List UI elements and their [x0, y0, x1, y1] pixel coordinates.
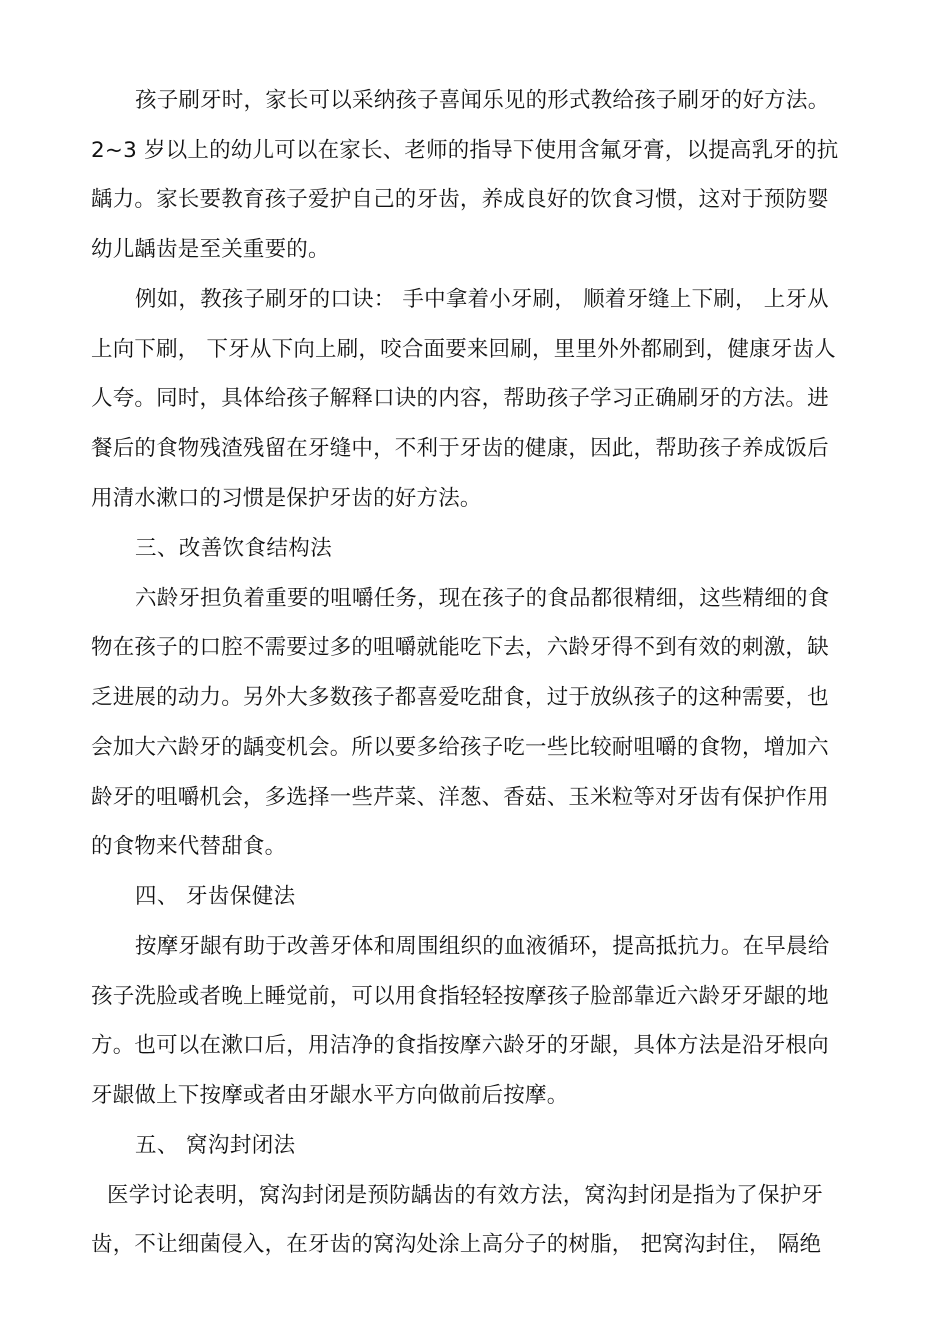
paragraph-line: 会加大六龄牙的龋变机会。所以要多给孩子吃一些比较耐咀嚼的食物，增加六 — [91, 735, 829, 760]
paragraph-line: 餐后的食物残渣残留在牙缝中，不利于牙齿的健康，因此，帮助孩子养成饭后 — [91, 436, 829, 461]
paragraph-line: 医学讨论表明，窝沟封闭是预防龋齿的有效方法，窝沟封闭是指为了保护牙 — [107, 1183, 824, 1208]
paragraph-line: 六龄牙担负着重要的咀嚼任务，现在孩子的食品都很精细，这些精细的食 — [135, 586, 830, 611]
paragraph-line: 牙龈做上下按摩或者由牙龈水平方向做前后按摩。 — [91, 1083, 569, 1108]
paragraph-line: 物在孩子的口腔不需要过多的咀嚼就能吃下去，六龄牙得不到有效的刺激，缺 — [91, 635, 829, 660]
paragraph-line: 齿，不让细菌侵入，在牙齿的窝沟处涂上高分子的树脂， 把窝沟封住， 隔绝 — [91, 1232, 822, 1257]
paragraph-line: 2~3 岁以上的幼儿可以在家长、老师的指导下使用含氟牙膏，以提高乳牙的抗 — [91, 138, 839, 163]
paragraph-line: 方。也可以在漱口后，用洁净的食指按摩六龄牙的牙龈，具体方法是沿牙根向 — [91, 1033, 829, 1058]
paragraph-line: 龄牙的咀嚼机会，多选择一些芹菜、洋葱、香菇、玉米粒等对牙齿有保护作用 — [91, 785, 829, 810]
paragraph-line: 用清水漱口的习惯是保护牙齿的好方法。 — [91, 486, 482, 511]
section-heading: 五、 窝沟封闭法 — [135, 1133, 296, 1158]
paragraph-line: 人夸。同时，具体给孩子解释口诀的内容，帮助孩子学习正确刷牙的方法。进 — [91, 386, 829, 411]
paragraph-line: 乏进展的动力。另外大多数孩子都喜爱吃甜食，过于放纵孩子的这种需要，也 — [91, 685, 829, 710]
paragraph-line: 例如，教孩子刷牙的口诀： 手中拿着小牙刷， 顺着牙缝上下刷， 上牙从 — [135, 287, 829, 312]
section-heading: 三、改善饮食结构法 — [135, 536, 333, 561]
paragraph-line: 幼儿龋齿是至关重要的。 — [91, 237, 330, 262]
paragraph-line: 孩子刷牙时，家长可以采纳孩子喜闻乐见的形式教给孩子刷牙的好方法。 — [135, 88, 830, 113]
paragraph-line: 上向下刷， 下牙从下向上刷，咬合面要来回刷，里里外外都刷到，健康牙齿人 — [91, 337, 836, 362]
paragraph-line: 的食物来代替甜食。 — [91, 834, 287, 859]
paragraph-line: 龋力。家长要教育孩子爱护自己的牙齿，养成良好的饮食习惯，这对于预防婴 — [91, 187, 829, 212]
section-heading: 四、 牙齿保健法 — [135, 884, 296, 909]
paragraph-line: 按摩牙龈有助于改善牙体和周围组织的血液循环，提高抵抗力。在早晨给 — [135, 934, 830, 959]
paragraph-line: 孩子洗脸或者晚上睡觉前，可以用食指轻轻按摩孩子脸部靠近六龄牙牙龈的地 — [91, 984, 829, 1009]
